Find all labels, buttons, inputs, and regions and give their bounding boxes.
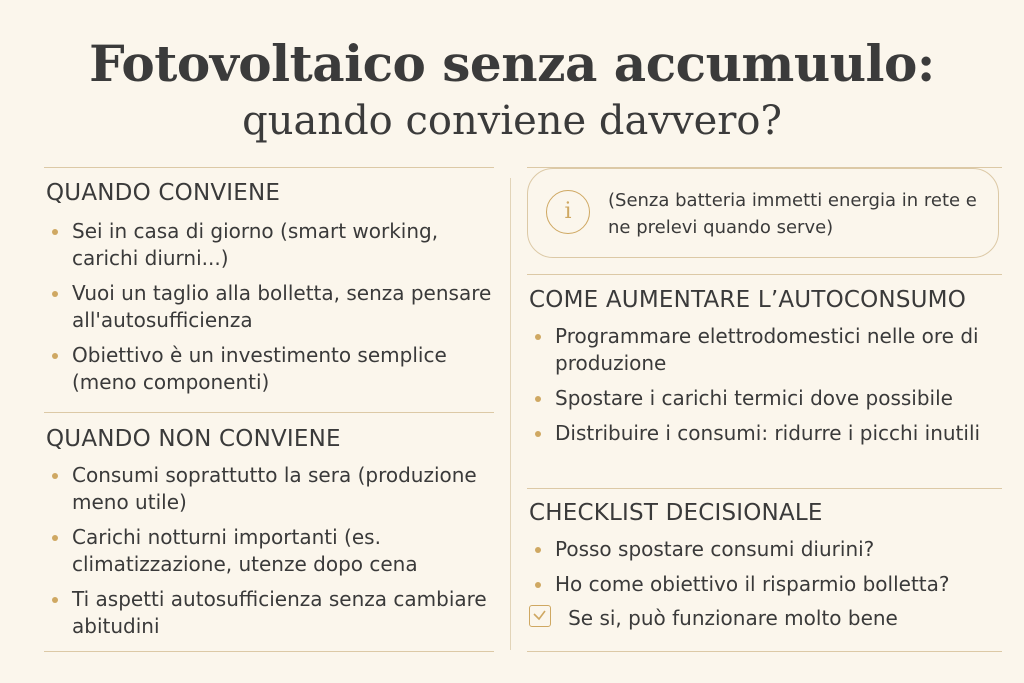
section-heading-when-convenient: QUANDO CONVIENE (46, 180, 281, 206)
list-item: Posso spostare consumi diurini? (529, 536, 999, 563)
list-item: Ti aspetti autosufficienza senza cambiare abitudini (46, 586, 496, 640)
page-subtitle: quando conviene davvero? (242, 98, 782, 144)
list-item: Obiettivo è un investimento semplice (meno componenti) (46, 342, 496, 396)
list-when-convenient (46, 218, 496, 404)
list-item: Carichi notturni importanti (es. climatizzazione, utenze dopo cena (46, 524, 496, 578)
info-text: (Senza batteria immetti energia in rete e ne prelevi quando serve) (608, 190, 977, 238)
divider-right-bottom (527, 651, 1002, 652)
page-title: Fotovoltaico senza accumuulo: (89, 34, 935, 93)
divider-right-middle (527, 488, 1002, 489)
checklist-conclusion (529, 606, 898, 630)
section-heading-when-not-convenient: QUANDO NON CONVIENE (46, 426, 341, 452)
list-item: Programmare elettrodomestici nelle ore di produzione (529, 323, 999, 377)
divider-left-top (44, 167, 494, 168)
divider-left-middle (44, 412, 494, 413)
list-when-not-convenient (46, 462, 496, 648)
list-item: Distribuire i consumi: ridurre i picchi inutili (529, 420, 999, 447)
info-callout (527, 168, 999, 258)
list-item: Ho come obiettivo il risparmio bolletta? (529, 571, 999, 598)
list-item: Consumi soprattutto la sera (produzione meno utile) (46, 462, 496, 516)
checkbox-check-icon (529, 605, 551, 627)
list-checklist (529, 536, 999, 606)
section-heading-self-consumption: COME AUMENTARE L’AUTOCONSUMO (529, 287, 967, 313)
info-icon: i (546, 190, 590, 234)
section-heading-checklist: CHECKLIST DECISIONALE (529, 500, 823, 526)
list-item: Spostare i carichi termici dove possibile (529, 385, 999, 412)
list-item: Sei in casa di giorno (smart working, carichi diurni...) (46, 218, 496, 272)
list-item: Vuoi un taglio alla bolletta, senza pensare all'autosufficienza (46, 280, 496, 334)
list-self-consumption (529, 323, 999, 455)
divider-right-info (527, 274, 1002, 275)
checklist-conclusion-text: Se si, può funzionare molto bene (568, 606, 898, 630)
column-divider (510, 178, 511, 650)
divider-left-bottom (44, 651, 494, 652)
